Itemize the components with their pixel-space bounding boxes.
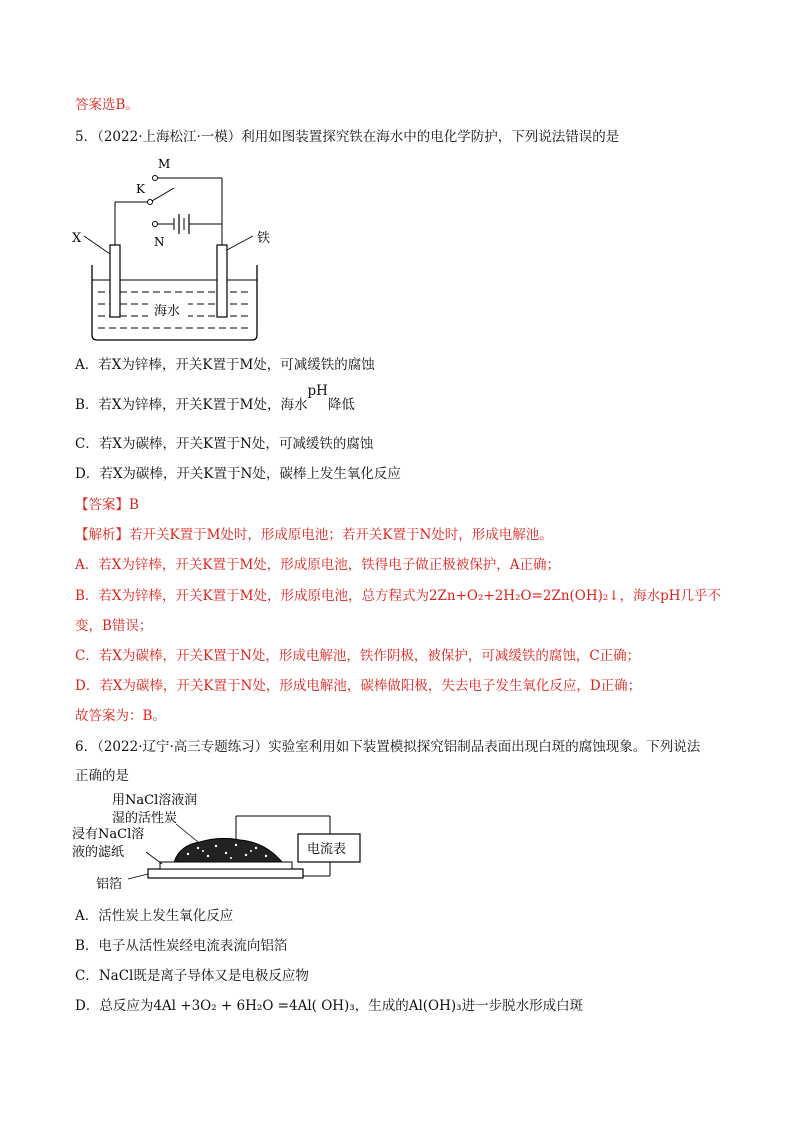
label-paper-line-2: 液的滤纸 xyxy=(72,845,125,860)
switch-k-blade xyxy=(152,188,174,201)
q5-text: 利用如图装置探究铁在海水中的电化学防护，下列说法错误的是 xyxy=(241,129,620,145)
q6-option-c: C．NaCl既是离子导体又是电极反应物 xyxy=(75,968,309,984)
q5-option-b-main: B．若X为锌棒，开关K置于M处，海水 xyxy=(75,397,308,413)
label-foil: 铝箔 xyxy=(96,877,123,892)
q5-analysis-line-3: B．若X为锌棒，开关K置于M处，形成原电池，总方程式为2Zn+O₂+2H₂O=2Zn(OH)₂↓，海水pH几乎不 xyxy=(75,588,722,604)
q5-analysis-line-6: D．若X为碳棒，开关K置于N处，形成电解池，碳棒做阳极，失去电子发生氧化反应，D正确； xyxy=(75,678,642,694)
q5-option-c: C．若X为碳棒，开关K置于N处，可减缓铁的腐蚀 xyxy=(75,436,374,452)
q5-number: 5． xyxy=(75,129,98,145)
activated-carbon xyxy=(174,838,282,862)
q5-analysis-line-4: 变，B错误； xyxy=(75,618,153,634)
label-carbon-line-2: 湿的活性炭 xyxy=(112,811,178,826)
aluminum-foil xyxy=(148,869,303,878)
q6-option-d: D．总反应为4Al +3O₂ + 6H₂O =4Al( OH)₃，生成的Al(OH)₃进一步脱水形成白斑 xyxy=(75,998,584,1014)
q6-option-a: A．活性炭上发生氧化反应 xyxy=(75,908,234,924)
q6-stem-line-1 xyxy=(75,738,700,756)
q6-option-b: B．电子从活性炭经电流表流向铝箔 xyxy=(75,938,288,954)
q6-text: 实验室利用如下装置模拟探究铝制品表面出现白斑的腐蚀现象。下列说法 xyxy=(268,739,701,755)
q6-number: 6． xyxy=(75,739,98,755)
label-iron: 铁 xyxy=(257,231,271,246)
q5-apparatus-figure xyxy=(70,150,300,350)
label-n: N xyxy=(154,235,165,249)
q5-answer: 【答案】B xyxy=(75,497,139,513)
label-ammeter: 电流表 xyxy=(307,842,347,857)
terminal-m xyxy=(153,176,158,181)
x-pointer xyxy=(84,236,110,254)
switch-pivot xyxy=(148,200,153,205)
q5-option-a: A．若X为锌棒，开关K置于M处，可减缓铁的腐蚀 xyxy=(75,357,375,373)
carbon-pointer xyxy=(176,824,198,842)
q5-analysis-line-5: C．若X为碳棒，开关K置于N处，形成电解池，铁作阴极，被保护，可减缓铁的腐蚀，C正确； xyxy=(75,648,641,664)
previous-answer: 答案选B。 xyxy=(75,97,139,113)
q6-stem-line-2: 正确的是 xyxy=(75,768,129,784)
electrode-iron xyxy=(217,245,227,317)
label-x: X xyxy=(72,231,82,246)
label-carbon-line-1: 用NaCl溶液润 xyxy=(112,793,198,808)
label-k: K xyxy=(136,182,145,196)
label-paper-line-1: 浸有NaCl溶 xyxy=(72,827,145,842)
terminal-n xyxy=(153,222,158,227)
filter-paper xyxy=(160,862,292,869)
q6-apparatus-figure xyxy=(70,790,370,895)
q5-option-b-tail: 降低 xyxy=(327,397,355,413)
q5-source: （2022·上海松江·一模） xyxy=(97,129,242,145)
q5-option-b-ph: pH xyxy=(307,383,328,399)
q5-stem xyxy=(75,128,619,146)
electrode-x xyxy=(110,245,120,317)
label-seawater: 海水 xyxy=(154,304,181,319)
q5-option-d: D．若X为碳棒，开关K置于N处，碳棒上发生氧化反应 xyxy=(75,466,401,482)
paper-pointer xyxy=(146,852,162,864)
q6-source: （2022·辽宁·高三专题练习） xyxy=(97,739,269,755)
q5-analysis-line-1: 【解析】若开关K置于M处时，形成原电池；若开关K置于N处时，形成电解池。 xyxy=(75,527,553,543)
q5-option-b xyxy=(75,383,355,414)
label-m: M xyxy=(158,157,171,171)
q5-analysis-line-2: A．若X为锌棒，开关K置于M处，形成原电池，铁得电子做正极被保护，A正确； xyxy=(75,557,561,573)
q5-analysis-line-7: 故答案为：B。 xyxy=(75,708,166,724)
foil-pointer xyxy=(128,874,148,879)
iron-pointer xyxy=(227,236,253,250)
